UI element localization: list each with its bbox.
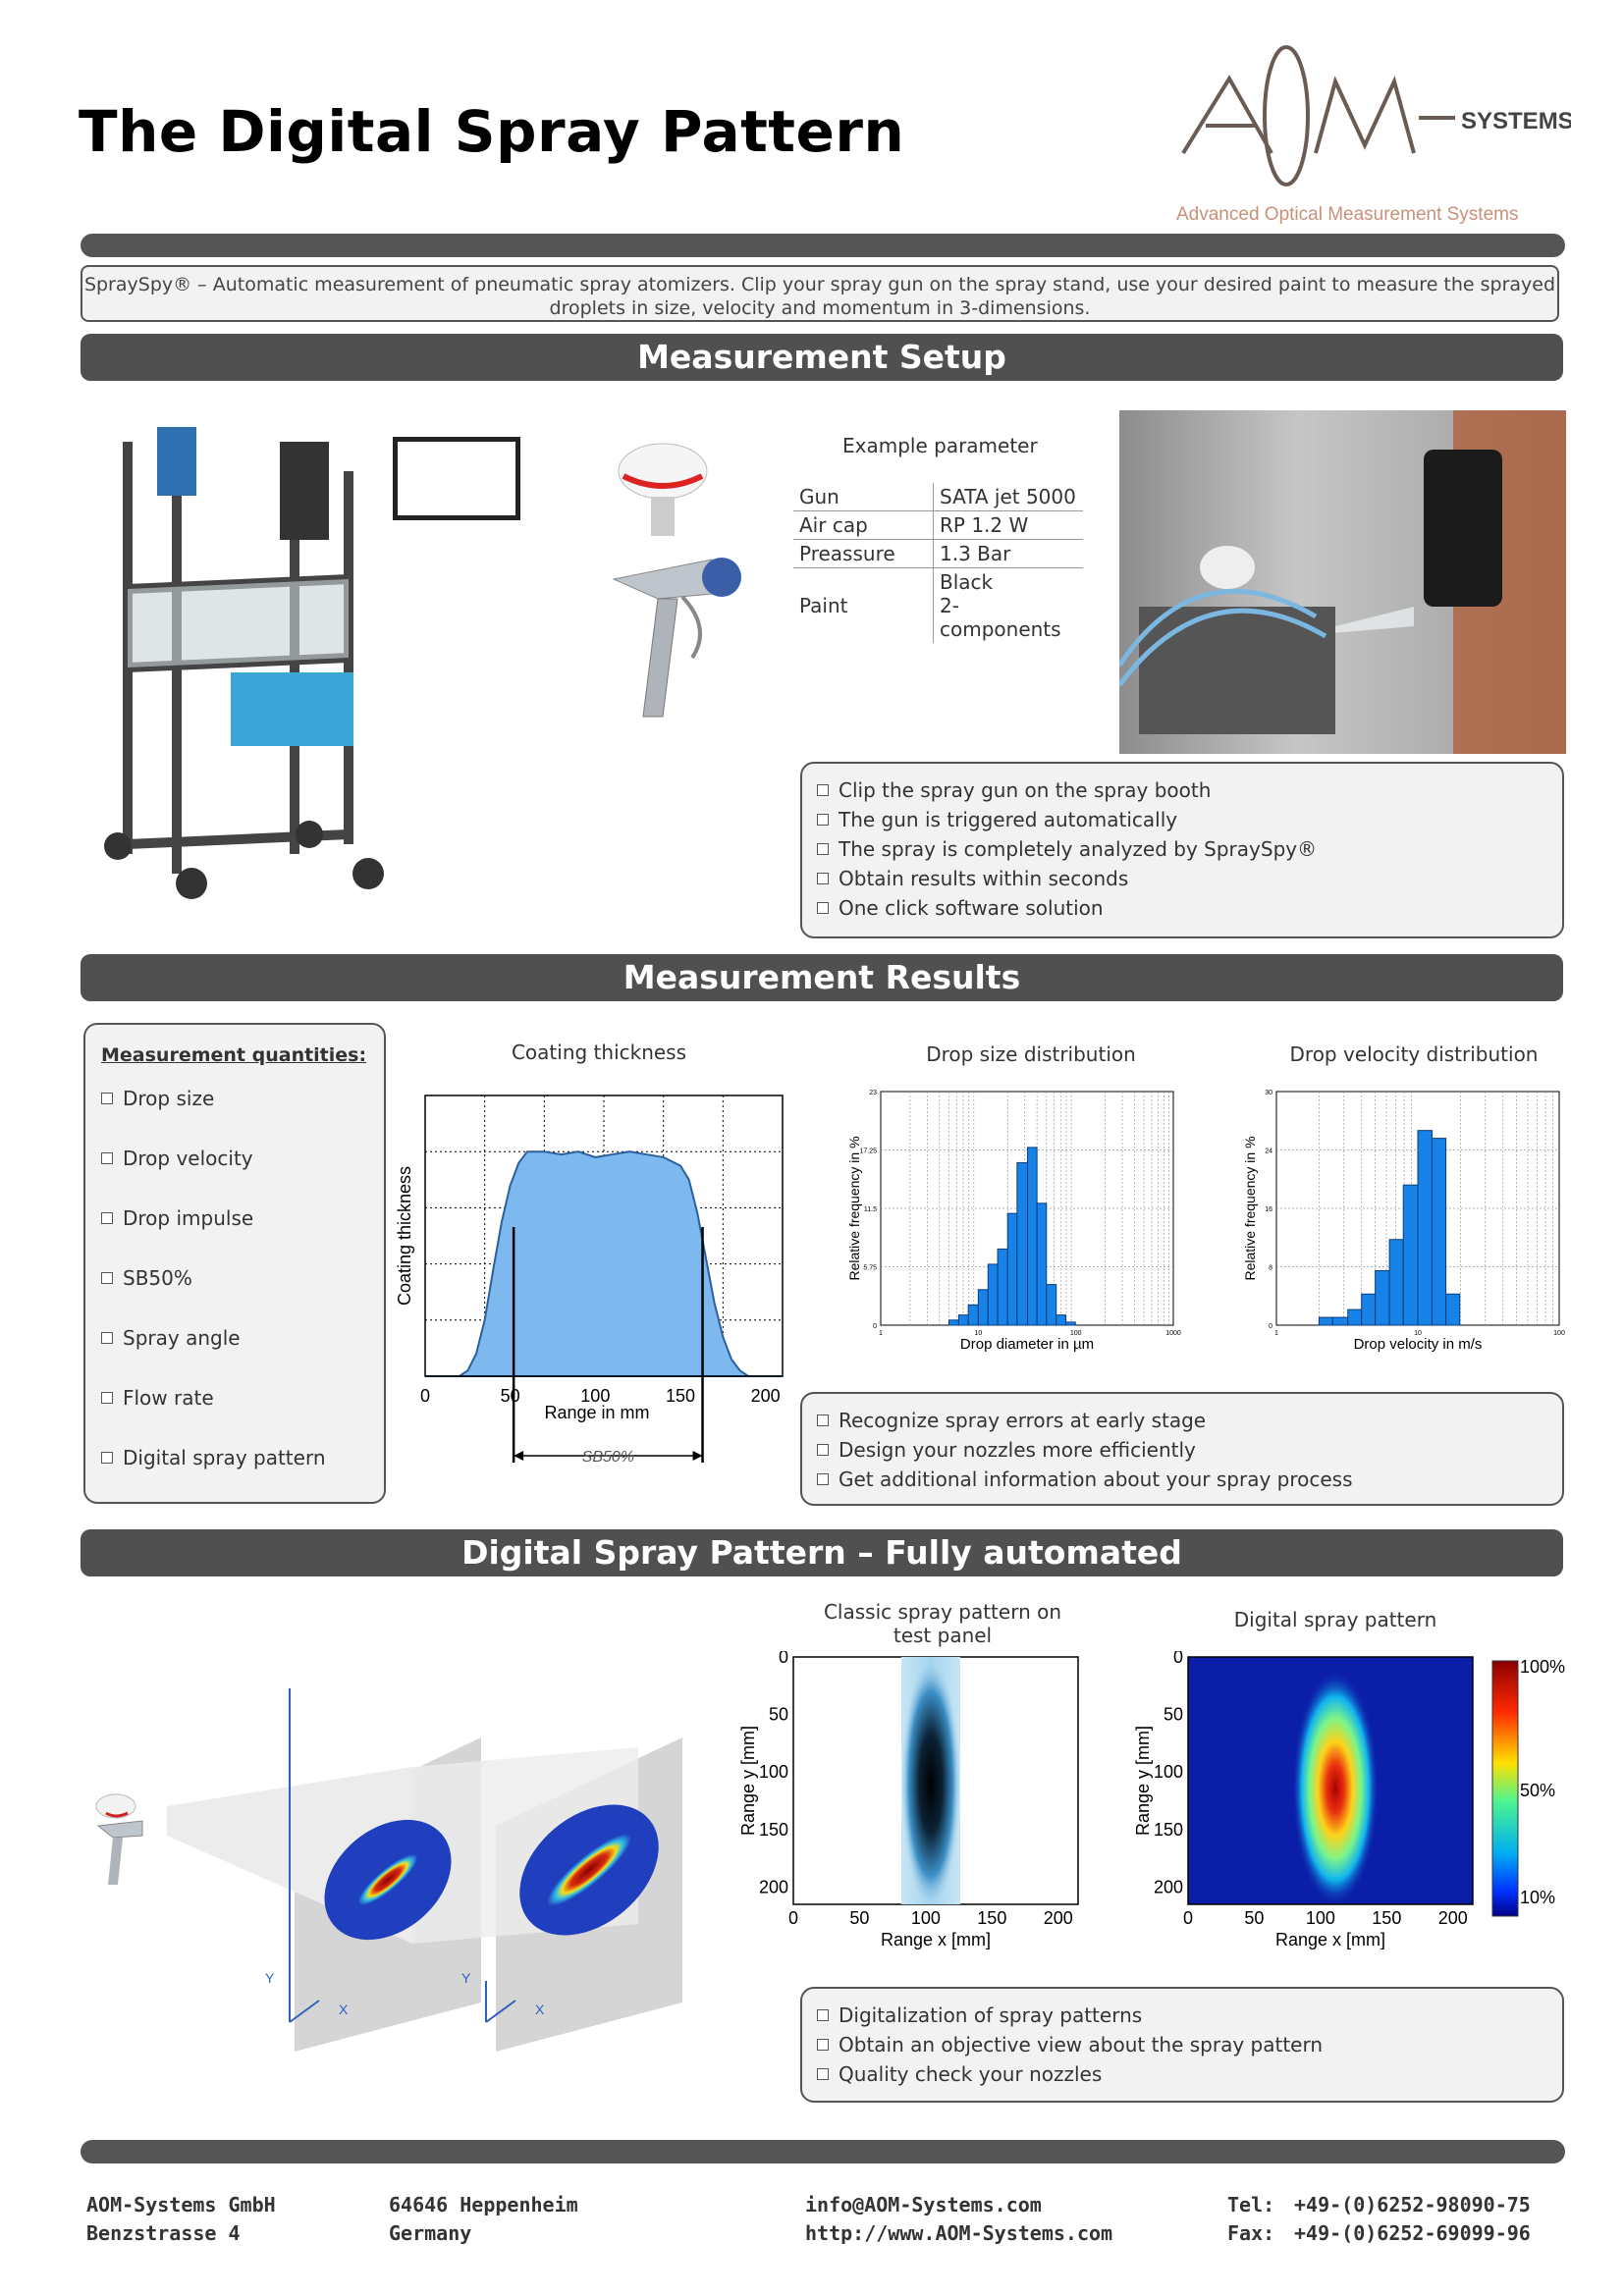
drop-size-bar [1028, 1148, 1038, 1325]
setup-features-box [800, 762, 1564, 938]
classic-spray-pattern-plot [734, 1651, 1098, 1970]
footer-tel-row [1227, 2191, 1531, 2219]
list-item [101, 1323, 384, 1383]
list-item [817, 2030, 1562, 2059]
digital-benefits-list [817, 2001, 1562, 2089]
classic-pattern-ytick-label: 150 [758, 1819, 788, 1840]
drop-size-chart-title: Drop size distribution [926, 1042, 1136, 1066]
classic-pattern-xtick-label: 0 [787, 1908, 799, 1928]
axis-y-label: Y [461, 1970, 471, 1986]
logo-tagline: Advanced Optical Measurement Systems [1176, 204, 1519, 225]
list-item-text: Get additional information about your spray process [839, 1468, 1353, 1491]
list-item-text: Drop size [123, 1087, 215, 1110]
list-item [101, 1443, 384, 1503]
footer-country: Germany [389, 2221, 472, 2245]
list-item-text: SB50% [123, 1266, 192, 1290]
spray-projection-illustration [88, 1688, 717, 2052]
list-item-text: Obtain results within seconds [839, 867, 1129, 890]
example-parameter-title: Example parameter [842, 434, 1038, 457]
digital-spray-pattern-plot [1129, 1651, 1576, 1970]
param-value-line2: 2-components [940, 594, 1061, 641]
checkbox-icon [817, 2039, 829, 2051]
drop-velocity-xtick-label: 100 [1553, 1330, 1565, 1337]
param-name: Preassure [793, 540, 934, 568]
axis-x-label: X [535, 2002, 545, 2017]
digital-pattern-xtick-label: 100 [1305, 1908, 1335, 1928]
drop-velocity-bar [1319, 1317, 1332, 1325]
digital-pattern-xtick-label: 200 [1437, 1908, 1468, 1928]
colorbar-mid-label: 50% [1520, 1781, 1556, 1800]
drop-velocity-bar [1376, 1270, 1389, 1325]
list-item [817, 834, 1562, 864]
list-item [817, 1465, 1562, 1494]
classic-pattern-ytick-label: 50 [768, 1704, 788, 1725]
footer-city-block [389, 2191, 578, 2248]
digital-pattern-ytick-label: 100 [1153, 1762, 1183, 1783]
drop-velocity-xtick-label: 10 [1414, 1330, 1422, 1337]
drop-size-distribution-chart [839, 1080, 1193, 1364]
drop-velocity-ylabel: Relative frequency in % [1242, 1136, 1258, 1281]
sb50-label: SB50% [581, 1449, 635, 1466]
axis-x-label: X [339, 2002, 349, 2017]
drop-velocity-ytick-label: 16 [1265, 1206, 1272, 1213]
param-value: 1.3 Bar [934, 540, 1084, 568]
param-row [793, 568, 1083, 644]
classic-pattern-ytick-label: 200 [758, 1877, 788, 1897]
digital-pattern-ytick-label: 50 [1163, 1704, 1183, 1725]
list-item [817, 2001, 1562, 2030]
classic-pattern-xtick-label: 200 [1043, 1908, 1073, 1928]
drop-size-bar [978, 1290, 988, 1325]
list-item [817, 805, 1562, 834]
param-value-line1: Black [940, 570, 994, 594]
list-item-text: Quality check your nozzles [839, 2062, 1103, 2086]
classic-pattern-title [805, 1600, 1080, 1647]
list-item-text: Design your nozzles more efficiently [839, 1438, 1196, 1462]
company-logo [1168, 37, 1571, 234]
drop-size-ylabel: Relative frequency in % [846, 1136, 862, 1281]
classic-pattern-ytick-label: 100 [758, 1762, 788, 1783]
drop-size-ytick-label: 11.5 [863, 1206, 877, 1213]
list-item [817, 1406, 1562, 1435]
digital-pattern-ytick-label: 0 [1172, 1651, 1183, 1667]
classic-pattern-title-line1: Classic spray pattern on [823, 1600, 1062, 1624]
coating-thickness-chart [388, 1080, 800, 1472]
footer-phone [1227, 2191, 1531, 2248]
drop-size-ytick-label: 23 [869, 1090, 877, 1096]
drop-velocity-bar [1418, 1131, 1432, 1325]
coating-xtick-label: 200 [750, 1386, 781, 1406]
drop-velocity-bar [1432, 1139, 1445, 1325]
coating-chart-title: Coating thickness [511, 1041, 687, 1064]
measurement-quantities-box [83, 1023, 386, 1504]
footer-tel: +49-(0)6252-98090-75 [1294, 2193, 1531, 2216]
drop-size-bar [1065, 1322, 1075, 1325]
param-value [934, 568, 1084, 644]
list-item [817, 893, 1562, 923]
list-item [817, 2059, 1562, 2089]
checkbox-icon [817, 902, 829, 914]
section-heading-setup: Measurement Setup [81, 334, 1563, 381]
checkbox-icon [817, 1444, 829, 1456]
classic-pattern-xtick-label: 100 [910, 1908, 941, 1928]
digital-pattern-ytick-label: 200 [1153, 1877, 1183, 1897]
drop-velocity-ytick-label: 24 [1265, 1148, 1272, 1155]
drop-velocity-ytick-label: 0 [1269, 1323, 1272, 1330]
coating-xtick-label: 50 [500, 1386, 520, 1406]
list-item [101, 1383, 384, 1443]
param-row [793, 483, 1083, 511]
footer-website[interactable]: http://www.AOM-Systems.com [805, 2221, 1113, 2245]
drop-size-bar [988, 1264, 998, 1325]
list-item-text: The gun is triggered automatically [839, 808, 1178, 831]
param-name: Paint [793, 568, 934, 644]
drop-velocity-distribution-chart [1235, 1080, 1574, 1364]
intro-text: SpraySpy® – Automatic measurement of pneumatic spray atomizers. Clip your spray gun on the spray stand, use your desired paint to measure the sprayed droplets in size, velocity and momentum in 3-dimensions. [81, 265, 1559, 322]
checkbox-icon [817, 784, 829, 796]
classic-pattern-xtick-label: 150 [977, 1908, 1007, 1928]
top-divider [81, 234, 1565, 257]
spray-booth-photo [1119, 410, 1566, 754]
classic-pattern-ylabel: Range y [mm] [738, 1725, 758, 1837]
drop-size-xtick-label: 1000 [1165, 1330, 1181, 1337]
digital-pattern-xlabel: Range x [mm] [1274, 1930, 1386, 1949]
drop-size-xtick-label: 100 [1069, 1330, 1082, 1337]
digital-pattern-ylabel: Range y [mm] [1133, 1725, 1153, 1837]
list-item-text: The spray is completely analyzed by SpraySpy® [839, 837, 1318, 861]
list-item [817, 1435, 1562, 1465]
checkbox-icon [817, 2009, 829, 2021]
logo-systems-text: SYSTEMS [1461, 108, 1571, 134]
footer-street: Benzstrasse 4 [86, 2221, 241, 2245]
list-item-text: Flow rate [123, 1386, 214, 1410]
checkbox-icon [817, 843, 829, 855]
param-value: RP 1.2 W [934, 511, 1084, 540]
drop-size-xtick-label: 10 [974, 1330, 983, 1337]
logo-graphic [1168, 37, 1571, 234]
section-heading-digital: Digital Spray Pattern – Fully automated [81, 1529, 1563, 1576]
coating-xtick-label: 0 [419, 1386, 431, 1406]
param-name: Gun [793, 483, 934, 511]
results-benefits-box [800, 1392, 1564, 1506]
drop-size-ytick-label: 5.75 [863, 1264, 877, 1272]
drop-velocity-ytick-label: 30 [1265, 1090, 1272, 1096]
checkbox-icon [101, 1392, 113, 1404]
drop-velocity-ytick-label: 8 [1269, 1264, 1272, 1272]
footer-tel-label: Tel: [1227, 2193, 1275, 2216]
list-item-text: Spray angle [123, 1326, 241, 1350]
footer-contact [805, 2191, 1112, 2248]
drop-size-bar [1056, 1315, 1066, 1325]
list-item-text: Drop velocity [123, 1147, 253, 1170]
drop-size-bar [1037, 1203, 1047, 1325]
digital-benefits-box [800, 1987, 1564, 2103]
list-item [101, 1203, 384, 1263]
checkbox-icon [817, 1473, 829, 1485]
drop-size-bar [1007, 1213, 1017, 1325]
classic-pattern-xtick-label: 50 [849, 1908, 870, 1928]
coating-area [425, 1151, 783, 1376]
list-item [817, 775, 1562, 805]
list-item-text: Recognize spray errors at early stage [839, 1409, 1207, 1432]
checkbox-icon [101, 1452, 113, 1464]
drop-velocity-bar [1348, 1309, 1362, 1325]
drop-velocity-bar [1446, 1294, 1460, 1325]
drop-size-xtick-label: 1 [879, 1330, 883, 1337]
footer-fax-label: Fax: [1227, 2221, 1275, 2245]
colorbar-min-label: 10% [1520, 1888, 1556, 1907]
list-item-text: Drop impulse [123, 1206, 254, 1230]
section-heading-results: Measurement Results [81, 954, 1563, 1001]
param-name: Air cap [793, 511, 934, 540]
sb50-arrow-head-right [693, 1451, 703, 1461]
spray-stand-illustration [98, 422, 530, 913]
drop-size-ytick-label: 17.25 [859, 1148, 877, 1155]
param-row [793, 511, 1083, 540]
drop-velocity-bar [1332, 1317, 1347, 1325]
drop-size-bar [958, 1315, 968, 1325]
digital-pattern-xtick-label: 150 [1372, 1908, 1402, 1928]
example-parameter-table [793, 483, 1083, 643]
classic-pattern-xlabel: Range x [mm] [880, 1930, 992, 1949]
measurement-quantities-list [101, 1084, 384, 1503]
checkbox-icon [817, 2068, 829, 2080]
drop-velocity-chart-title: Drop velocity distribution [1289, 1042, 1539, 1066]
drop-velocity-bar [1389, 1240, 1403, 1325]
coating-xtick-label: 150 [665, 1386, 696, 1406]
footer-city: 64646 Heppenheim [389, 2193, 578, 2216]
setup-features-list [817, 775, 1562, 923]
list-item [101, 1084, 384, 1144]
drop-velocity-bar [1362, 1294, 1376, 1325]
drop-size-xlabel: Drop diameter in µm [959, 1336, 1095, 1353]
checkbox-icon [817, 814, 829, 826]
page-title: The Digital Spray Pattern [79, 98, 905, 165]
drop-size-bar [1017, 1162, 1028, 1325]
coating-xtick-label: 100 [580, 1386, 611, 1406]
footer-company: AOM-Systems GmbH [86, 2193, 276, 2216]
list-item [101, 1263, 384, 1323]
checkbox-icon [101, 1272, 113, 1284]
footer-fax: +49-(0)6252-69099-96 [1294, 2221, 1531, 2245]
footer-fax-row [1227, 2219, 1531, 2248]
checkbox-icon [101, 1152, 113, 1164]
checkbox-icon [101, 1332, 113, 1344]
colorbar-max-label: 100% [1520, 1657, 1566, 1677]
coating-ylabel: Coating thickness [395, 1165, 414, 1307]
digital-pattern-xtick-label: 50 [1244, 1908, 1265, 1928]
bottom-divider [81, 2140, 1565, 2163]
drop-velocity-bar [1403, 1185, 1418, 1325]
checkbox-icon [817, 873, 829, 884]
drop-size-bar [998, 1249, 1007, 1325]
footer-address [86, 2191, 276, 2248]
checkbox-icon [101, 1093, 113, 1104]
drop-velocity-xtick-label: 1 [1274, 1330, 1278, 1337]
spray-gun-image [604, 432, 761, 726]
list-item [101, 1144, 384, 1203]
param-value: SATA jet 5000 [934, 483, 1084, 511]
drop-size-ytick-label: 0 [873, 1323, 877, 1330]
classic-pattern-title-line2: test panel [893, 1624, 993, 1647]
list-item-text: Obtain an objective view about the spray pattern [839, 2033, 1324, 2056]
classic-pattern-ytick-label: 0 [778, 1651, 788, 1667]
results-benefits-list [817, 1406, 1562, 1494]
drop-size-bar [948, 1320, 958, 1325]
checkbox-icon [101, 1212, 113, 1224]
sb50-arrow-head-left [514, 1451, 523, 1461]
measurement-quantities-title: Measurement quantities: [101, 1044, 367, 1066]
drop-size-bar [1047, 1285, 1056, 1325]
drop-velocity-xlabel: Drop velocity in m/s [1353, 1336, 1483, 1353]
param-row [793, 540, 1083, 568]
list-item [817, 864, 1562, 893]
coating-xlabel: Range in mm [544, 1403, 650, 1422]
footer-email[interactable]: info@AOM-Systems.com [805, 2193, 1042, 2216]
digital-pattern-ytick-label: 150 [1153, 1819, 1183, 1840]
digital-pattern-xtick-label: 0 [1182, 1908, 1194, 1928]
list-item-text: Digital spray pattern [123, 1446, 326, 1469]
axis-y-label: Y [265, 1970, 275, 1986]
drop-size-bar [968, 1305, 978, 1325]
list-item-text: One click software solution [839, 896, 1104, 920]
list-item-text: Digitalization of spray patterns [839, 2003, 1143, 2027]
checkbox-icon [817, 1415, 829, 1426]
list-item-text: Clip the spray gun on the spray booth [839, 778, 1212, 802]
digital-pattern-title: Digital spray pattern [1233, 1608, 1437, 1631]
